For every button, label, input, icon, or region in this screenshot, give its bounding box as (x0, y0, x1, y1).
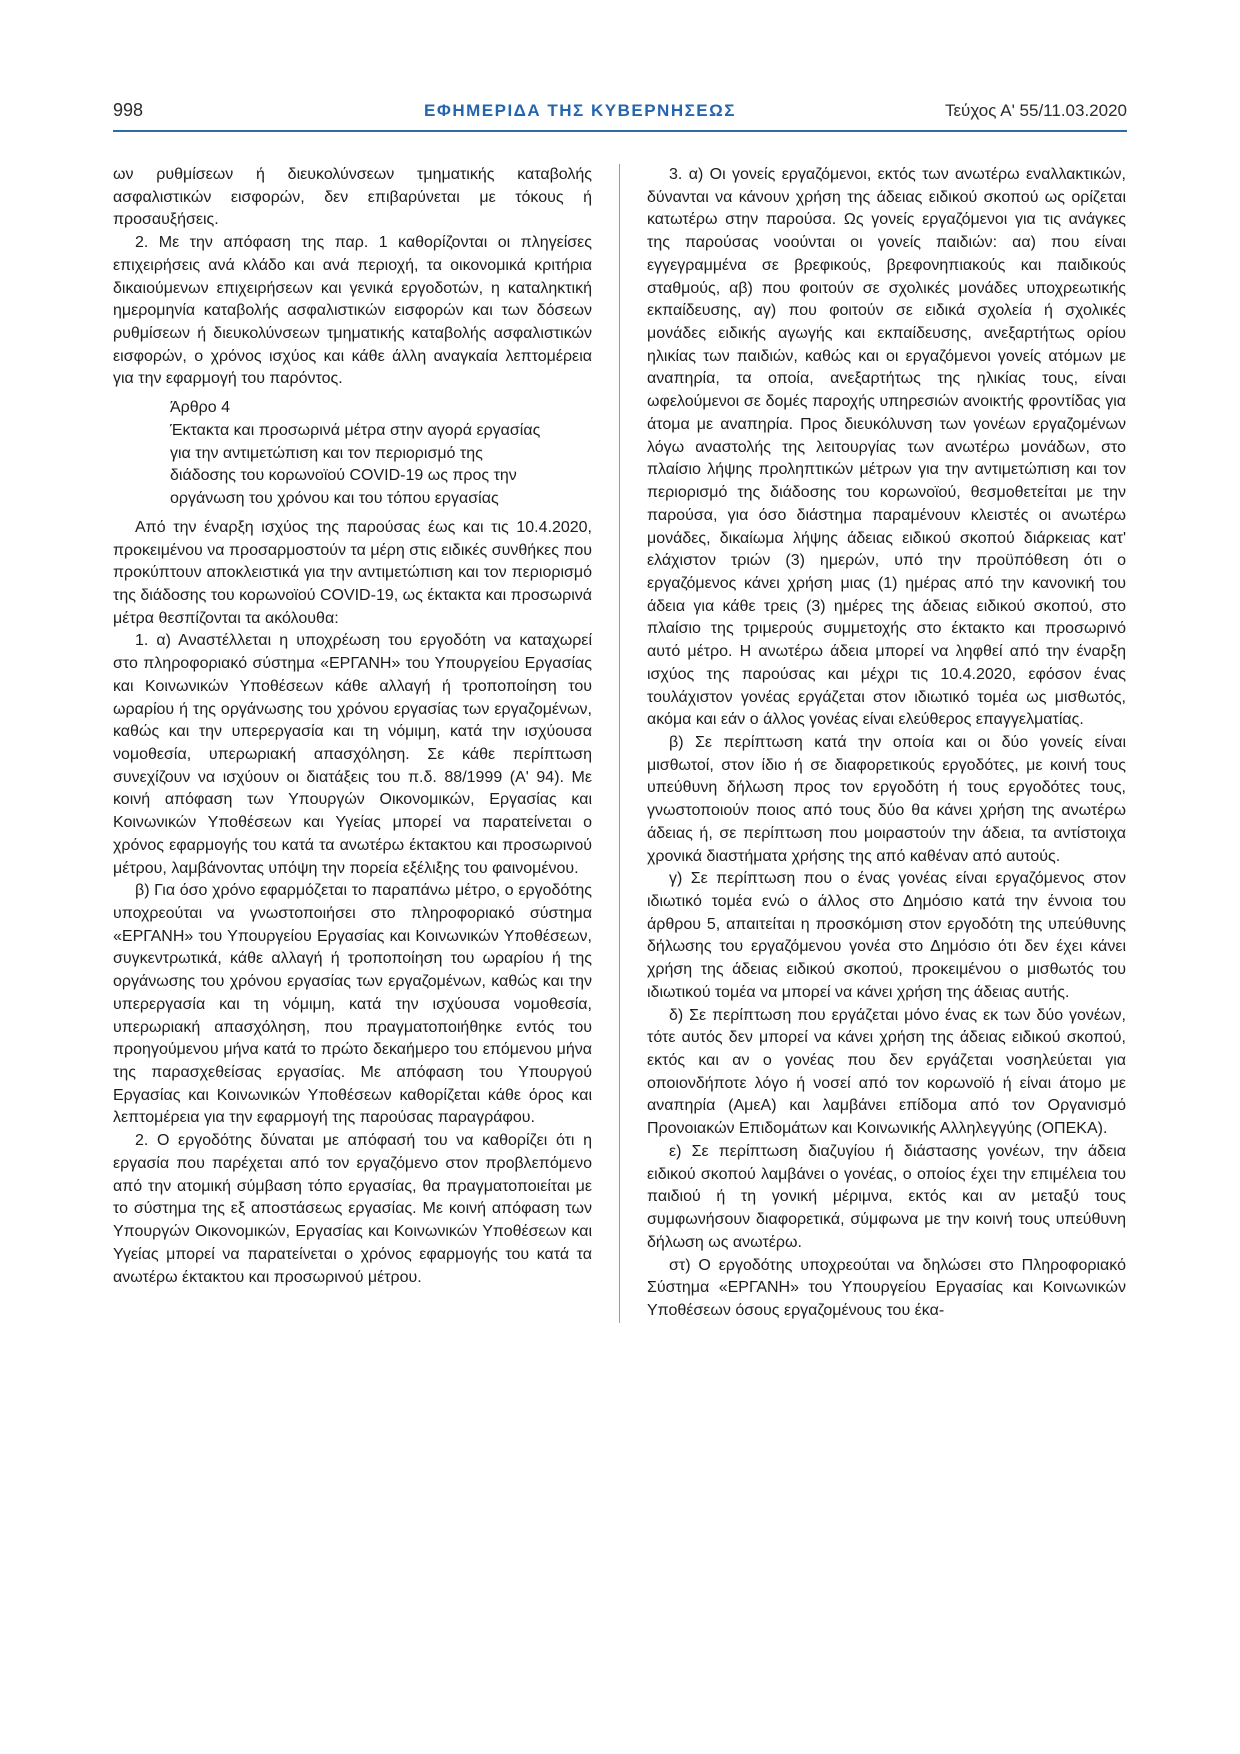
paragraph: στ) Ο εργοδότης υποχρεούται να δηλώσει στο Πληροφοριακό Σύστημα «ΕΡΓΑΝΗ» του Υπουργείου Εργασίας και Κοινωνικών Υποθέσεων όσους εργαζομένους του έκα- (647, 1256, 1126, 1319)
paragraph: 2. Με την απόφαση της παρ. 1 καθορίζονται οι πληγείσες επιχειρήσεις ανά κλάδο και ανά περιοχή, τα οικονομικά κριτήρια δικαιούμενων επιχειρήσεων και γενικά εργοδοτών, η καταληκτική ημερομηνία καταβολής ασφαλιστικών εισφορών και των δόσεων ρυθμίσεων ή διευκολύνσεων τμηματικής καταβολής ασφαλιστικών εισφορών, ο χρόνος ισχύος και κάθε άλλη αναγκαία λεπτομέρεια για την εφαρμογή του παρόντος. (113, 234, 592, 388)
gazette-title: ΕΦΗΜΕΡΙΔΑ ΤΗΣ ΚΥΒΕΡΝΗΣΕΩΣ (424, 101, 736, 120)
paragraph: 1. α) Αναστέλλεται η υποχρέωση του εργοδότη να καταχωρεί στο πληροφοριακό σύστημα «ΕΡΓΑΝΗ» του Υπουργείου Εργασίας και Κοινωνικών Υποθέσεων κάθε αλλαγή ή τροποποίηση του ωραρίου ή της οργάνωσης του χρόνου εργασίας των εργαζομένων, καθώς και την υπερεργασία και τη νόμιμη, κατά την ισχύουσα νομοθεσία, υπερωριακή απασχόληση. Σε κάθε περίπτωση συνεχίζουν να ισχύουν οι διατάξεις του π.δ. 88/1999 (Α' 94). Με κοινή απόφαση των Υπουργών Οικονομικών, Εργασίας και Κοινωνικών Υποθέσεων και Υγείας μπορεί να παρατείνεται ο χρόνος εφαρμογής του κατά τα ανωτέρω έκτακτου και προσωρινού μέτρου, λαμβάνοντας υπόψη την πορεία εξέλιξης του φαινομένου. (113, 632, 592, 877)
paragraph: 2. Ο εργοδότης δύναται με απόφασή του να καθορίζει ότι η εργασία που παρέχεται από τον εργαζόμενο στον προβλεπόμενο από την ατομική σύμβαση τόπο εργασίας, θα πραγματοποιείται με το σύστημα της εξ αποστάσεως εργασίας. Με κοινή απόφαση των Υπουργών Οικονομικών, Εργασίας και Κοινωνικών Υποθέσεων και Υγείας μπορεί να παρατείνεται ο χρόνος εφαρμογής του κατά τα ανωτέρω έκτακτου και προσωρινού μέτρου. (113, 1132, 592, 1286)
paragraph: ων ρυθμίσεων ή διευκολύνσεων τμηματικής καταβολής ασφαλιστικών εισφορών, δεν επιβαρύνεται με τόκους ή προσαυξήσεις. (113, 166, 592, 229)
paragraph: γ) Σε περίπτωση που ο ένας γονέας είναι εργαζόμενος στον ιδιωτικό τομέα ενώ ο άλλος στο Δημόσιο κατά την έννοια του άρθρου 5, απαιτείται η προσκόμιση στον εργοδότη της υπεύθυνης δήλωσης του εργαζόμενου γονέα στο Δημόσιο ότι δεν έχει κάνει χρήση της άδειας ειδικού σκοπού, προκειμένου ο μισθωτός του ιδιωτικού τομέα να μπορεί να κάνει χρήση της άδειας αυτής. (647, 870, 1126, 1001)
page-header (113, 100, 1127, 121)
paragraph: β) Σε περίπτωση κατά την οποία και οι δύο γονείς είναι μισθωτοί, στον ίδιο ή σε διαφορετικούς εργοδότες, με κοινή τους υπεύθυνη δήλωση προς τον εργοδότη ή τους εργοδότες τους, γνωστοποιούν ποιος από τους δύο θα κάνει χρήση της ανωτέρω άδειας ή, σε περίπτωση που μοιραστούν την άδεια, τα αντίστοιχα χρονικά διαστήματα χρήσης της από καθέναν από αυτούς. (647, 733, 1126, 865)
page-number: 998 (113, 100, 144, 120)
paragraph: β) Για όσο χρόνο εφαρμόζεται το παραπάνω μέτρο, ο εργοδότης υποχρεούται να γνωστοποιήσει στο πληροφοριακό σύστημα «ΕΡΓΑΝΗ» του Υπουργείου Εργασίας και Κοινωνικών Υποθέσεων, συγκεντρωτικά, κάθε αλλαγή ή τροποποίηση του ωραρίου ή της οργάνωσης του χρόνου εργασίας των εργαζομένων, καθώς και την υπερεργασία και τη νόμιμη, κατά την ισχύουσα νομοθεσία, υπερωριακή απασχόληση, που πραγματοποιήθηκε εντός του προηγούμενου μήνα κατά το πρώτο δεκαήμερο του επόμενου μήνα της παρασχεθείσας εργασίας. Με απόφαση του Υπουργού Εργασίας και Κοινωνικών Υποθέσεων καθορίζεται κάθε όρος και λεπτομέρεια για την εφαρμογή της παρούσας παραγράφου. (113, 882, 592, 1127)
issue-info: Τεύχος Α' 55/11.03.2020 (944, 101, 1127, 120)
page-content (113, 164, 1127, 1323)
paragraph: 3. α) Οι γονείς εργαζόμενοι, εκτός των ανωτέρω εναλλακτικών, δύνανται να κάνουν χρήση της άδειας ειδικού σκοπού ως ορίζεται κατωτέρω στην παρούσα. Ως γονείς εργαζόμενοι για τις ανάγκες της παρούσας νοούνται οι γονείς παιδιών: αα) που είναι εγγεγραμμένα σε βρεφικούς, βρεφονηπιακούς και παιδικούς σταθμούς, αβ) που φοιτούν σε σχολικές μονάδες υποχρεωτικής εκπαίδευσης, αγ) που φοιτούν σε ειδικά σχολεία ή σχολικές μονάδες ειδικής αγωγής και εκπαίδευσης, ανεξαρτήτως ορίου ηλικίας των παιδιών, καθώς και οι εργαζόμενοι γονείς ατόμων με αναπηρία, τα οποία, ανεξαρτήτως της ηλικίας τους, είναι ωφελούμενοι σε δομές παροχής υπηρεσιών ανοικτής φροντίδας για άτομα με αναπηρία. Προς διευκόλυνση των γονέων εργαζομένων λόγω αναστολής της λειτουργίας των ανωτέρω μονάδων, στο πλαίσιο λήψης προληπτικών μέτρων για την αντιμετώπιση και τον περιορισμό της διάδοσης του κορωνοϊού, θεσμοθετείται με την παρούσα, για όσο διάστημα παραμένουν κλειστές οι ανωτέρω μονάδες, δικαίωμα λήψης άδειας ειδικού σκοπού διάρκειας κατ' ελάχιστον τριών (3) ημερών, υπό την προϋπόθεση ότι ο εργαζόμενος κάνει χρήση μιας (1) ημέρας από την κανονική του άδεια για κάθε τρεις (3) ημέρες της άδειας ειδικού σκοπού, στο πλαίσιο της τριμερούς συμμετοχής στο έκτακτο και προσωρινό αυτό μέτρο. Η ανωτέρω άδεια μπορεί να ληφθεί από την έναρξη ισχύος της παρούσας και μέχρι τις 10.4.2020, εφόσον ένας τουλάχιστον γονέας εργάζεται στον ιδιωτικό τομέα ως μισθωτός, ακόμα και εάν ο άλλος γονέας είναι ελεύθερος επαγγελματίας. (647, 166, 1126, 729)
header-rule (113, 130, 1127, 132)
article-title: Έκτακτα και προσωρινά μέτρα στην αγορά εργασίας για την αντιμετώπιση και τον περιορισμό της διάδοσης του κορωνοϊού COVID-19 ως προς την οργάνωση του χρόνου και του τόπου εργασίας (170, 421, 541, 508)
paragraph: ε) Σε περίπτωση διαζυγίου ή διάστασης γονέων, την άδεια ειδικού σκοπού λαμβάνει ο γονέας, ο οποίος έχει την επιμέλεια του παιδιού ή τη γονική μέριμνα, εκτός και αν μεταξύ τους συμφωνήσουν διαφορετικά, σύμφωνα με την κοινή τους υπεύθυνη δήλωση ως ανωτέρω. (647, 1142, 1126, 1251)
paragraph: δ) Σε περίπτωση που εργάζεται μόνο ένας εκ των δύο γονέων, τότε αυτός δεν μπορεί να κάνει χρήση της άδειας ειδικού σκοπού, εκτός και αν ο γονέας που δεν εργάζεται νοσηλεύεται για οποιονδήποτε λόγο ή νοσεί από τον κορωνοϊό ή είναι άτομο με αναπηρία (ΑμεΑ) και λαμβάνει επίδομα από τον Οργανισμό Προνοιακών Επιδομάτων και Κοινωνικής Αλληλεγγύης (ΟΠΕΚΑ). (647, 1006, 1126, 1138)
right-column (647, 164, 1126, 1323)
paragraph: Από την έναρξη ισχύος της παρούσας έως και τις 10.4.2020, προκειμένου να προσαρμοστούν τα μέρη στις ειδικές συνθήκες που προκύπτουν αποκλειστικά για την αντιμετώπιση και τον περιορισμό της διάδοσης του κορωνοϊού COVID-19, ως έκτακτα και προσωρινά μέτρα θεσπίζονται τα ακόλουθα: (113, 518, 592, 627)
article-number: Άρθρο 4 (170, 399, 231, 417)
column-divider (619, 164, 620, 1323)
left-column (113, 164, 592, 1323)
